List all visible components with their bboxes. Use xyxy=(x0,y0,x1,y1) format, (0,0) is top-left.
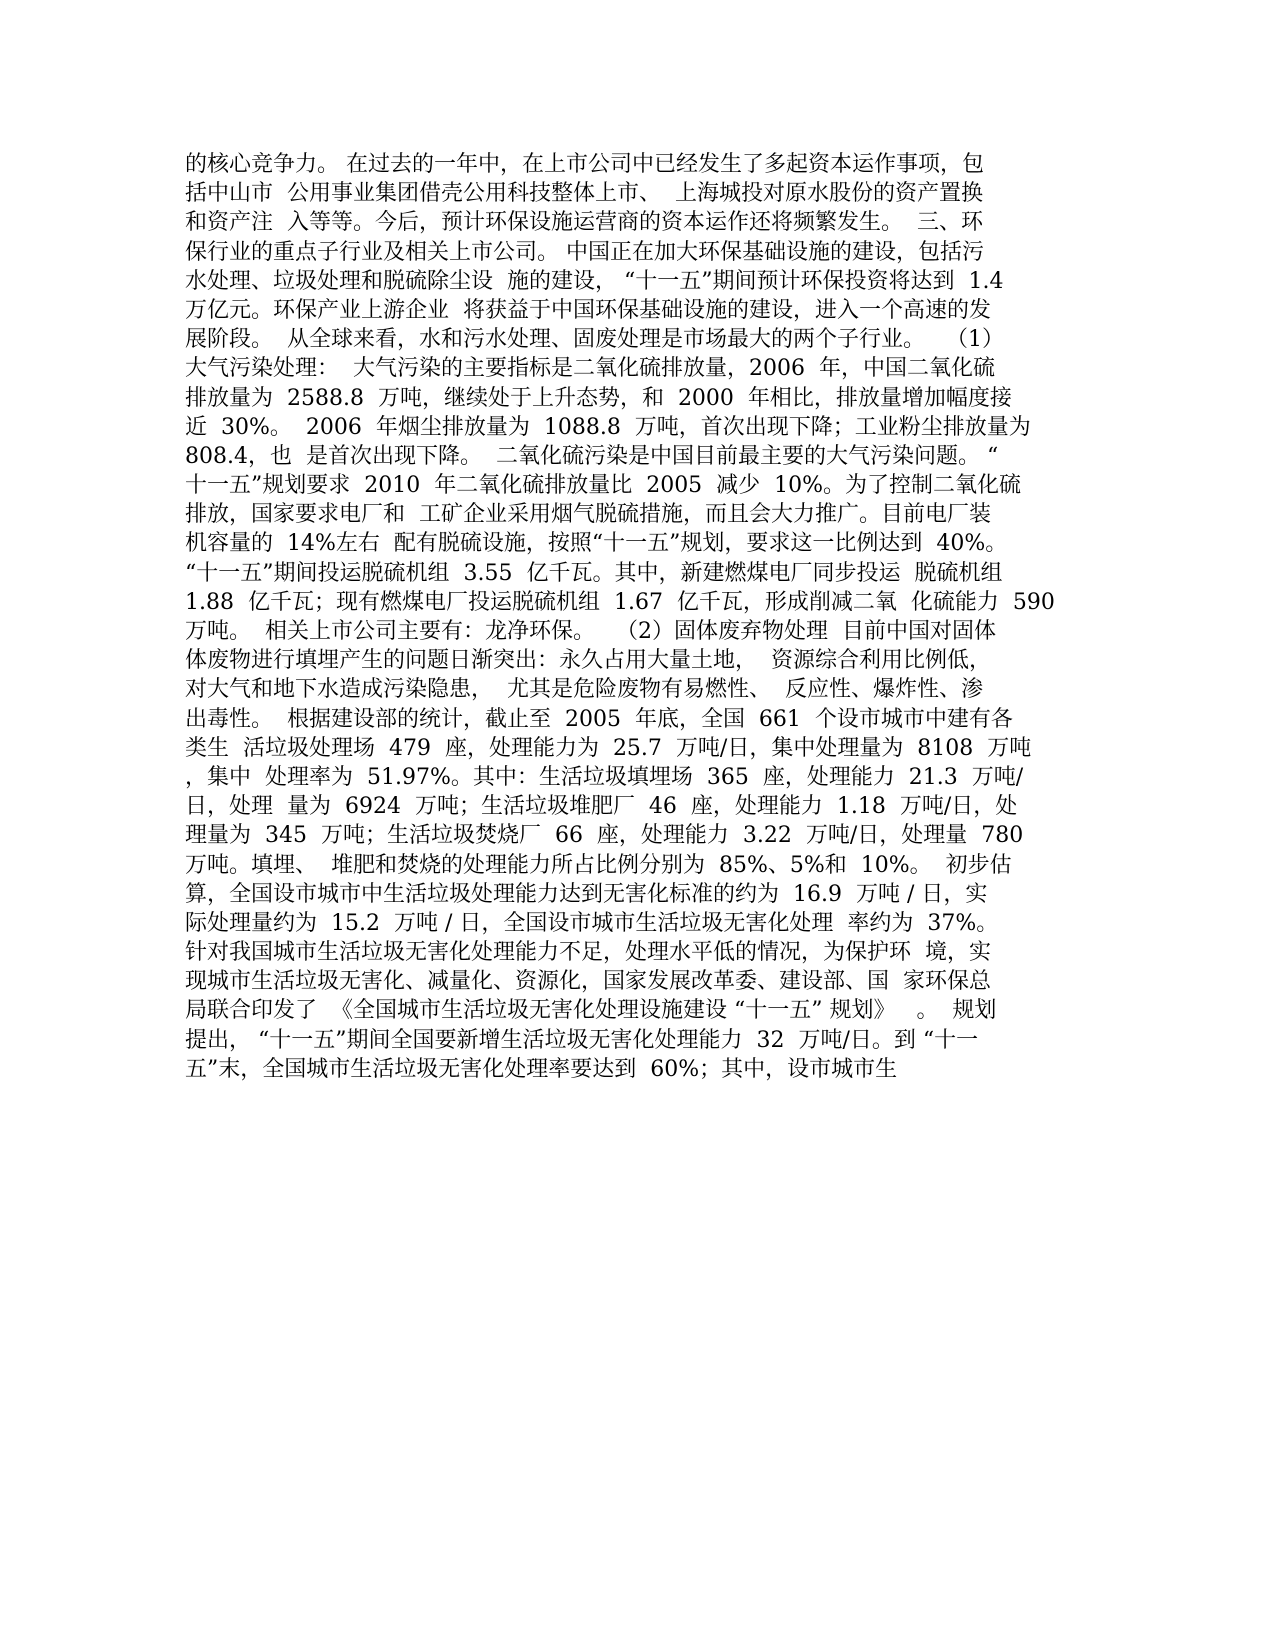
text-line: 提出， “十一五”期间全国要新增生活垃圾无害化处理能力 32 万吨/日。到 “十一 xyxy=(185,1027,979,1053)
text-line: 体废物进行填埋产生的问题日渐突出：永久占用大量土地， 资源综合利用比例低， xyxy=(185,648,991,674)
text-line: 日，处理 量为 6924 万吨；生活垃圾堆肥厂 46 座，处理能力 1.18 万吨/日，处 xyxy=(185,794,1018,820)
text-line: 大气污染处理： 大气污染的主要指标是二氧化硫排放量，2006 年，中国二氧化硫 xyxy=(185,356,995,382)
text-line: 算，全国设市城市中生活垃圾处理能力达到无害化标准的约为 16.9 万吨 / 日，实 xyxy=(185,881,988,907)
text-line: 水处理、垃圾处理和脱硫除尘设 施的建设， “十一五”期间预计环保投资将达到 1.4 xyxy=(185,268,1004,294)
text-line: 际处理量约为 15.2 万吨 / 日，全国设市城市生活垃圾无害化处理 率约为 37%。 xyxy=(185,910,999,936)
text-line: 括中山市 公用事业集团借壳公用科技整体上市、 上海城投对原水股份的资产置换 xyxy=(185,181,983,207)
text-line: 的核心竞争力。 在过去的一年中，在上市公司中已经发生了多起资本运作事项，包 xyxy=(185,152,984,177)
text-line: 机容量的 14%左右 配有脱硫设施，按照“十一五”规划，要求这一比例达到 40%。 xyxy=(185,531,1008,557)
text-line: 五”末，全国城市生活垃圾无害化处理率要达到 60%；其中，设市城市生 xyxy=(185,1056,898,1082)
text-line: ，集中 处理率为 51.97%。其中：生活垃圾填埋场 365 座，处理能力 21.3 万吨/ xyxy=(185,764,1024,790)
text-line: 局联合印发了 《全国城市生活垃圾无害化处理设施建设 “十一五” 规划》 。 规划 xyxy=(185,998,997,1024)
text-line: 近 30%。 2006 年烟尘排放量为 1088.8 万吨，首次出现下降；工业粉尘排放量为 xyxy=(185,414,1031,440)
text-line: 万吨。填埋、 堆肥和焚烧的处理能力所占比例分别为 85%、5%和 10%。 初步估 xyxy=(185,852,1012,878)
text-line: 万亿元。环保产业上游企业 将获益于中国环保基础设施的建设，进入一个高速的发 xyxy=(185,297,991,323)
text-line: 保行业的重点子行业及相关上市公司。 中国正在加大环保基础设施的建设，包括污 xyxy=(185,239,984,265)
text-line: 展阶段。 从全球来看，水和污水处理、固废处理是市场最大的两个子行业。 （1） xyxy=(185,327,1004,353)
text-line: 排放，国家要求电厂和 工矿企业采用烟气脱硫措施，而且会大力推广。目前电厂装 xyxy=(185,502,991,528)
text-line: 类生 活垃圾处理场 479 座，处理能力为 25.7 万吨/日，集中处理量为 8108 万吨 xyxy=(185,735,1032,761)
text-line: 和资产注 入等等。今后，预计环保设施运营商的资本运作还将频繁发生。 三、环 xyxy=(185,210,983,236)
text-line: 1.88 亿千瓦；现有燃煤电厂投运脱硫机组 1.67 亿千瓦，形成削减二氧 化硫能力 590 xyxy=(185,589,1055,615)
text-line: 万吨。 相关上市公司主要有：龙净环保。 （2）固体废弃物处理 目前中国对固体 xyxy=(185,619,996,644)
text-line: 针对我国城市生活垃圾无害化处理能力不足，处理水平低的情况，为保护环 境，实 xyxy=(185,940,991,966)
text-line: 出毒性。 根据建设部的统计，截止至 2005 年底，全国 661 个设市城市中建有各 xyxy=(185,706,1013,732)
text-line: 理量为 345 万吨；生活垃圾焚烧厂 66 座，处理能力 3.22 万吨/日，处理量 780 xyxy=(185,823,1024,849)
text-line: 十一五”规划要求 2010 年二氧化硫排放量比 2005 减少 10%。为了控制二氧化硫 xyxy=(185,473,1022,499)
text-line: 排放量为 2588.8 万吨，继续处于上升态势，和 2000 年相比，排放量增加幅度接 xyxy=(185,385,1012,411)
body-text xyxy=(185,150,1085,1084)
text-line: 对大气和地下水造成污染隐患， 尤其是危险废物有易燃性、 反应性、爆炸性、渗 xyxy=(185,677,983,703)
text-line: 808.4，也 是首次出现下降。 二氧化硫污染是中国目前最主要的大气污染问题。 “ xyxy=(185,443,999,469)
text-line: 现城市生活垃圾无害化、减量化、资源化，国家发展改革委、建设部、国 家环保总 xyxy=(185,969,991,995)
text-line: “十一五”期间投运脱硫机组 3.55 亿千瓦。其中，新建燃煤电厂同步投运 脱硫机组 xyxy=(185,560,1003,586)
